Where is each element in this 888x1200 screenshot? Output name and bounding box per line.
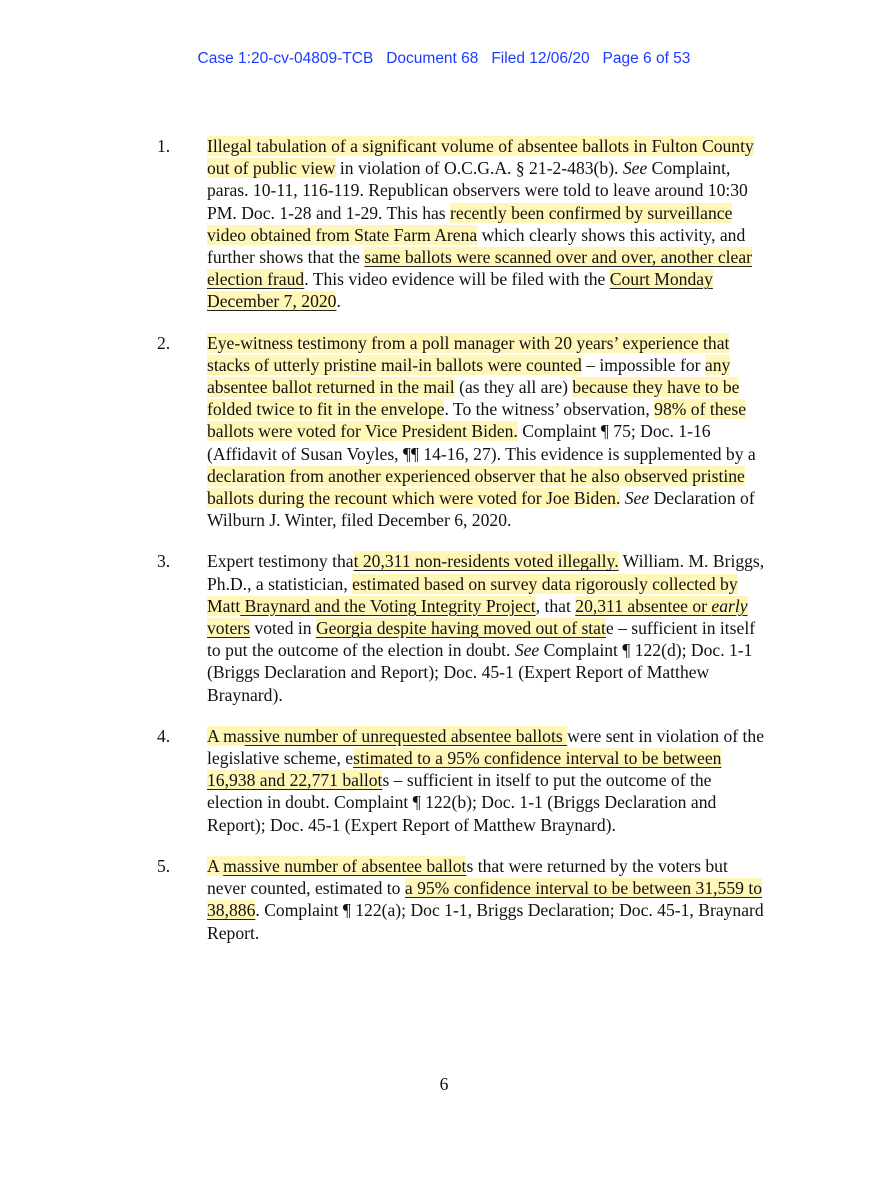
text-segment: same ballots were scanned over and over, another clear election fraud (207, 247, 752, 290)
list-item (157, 855, 767, 944)
text-segment: any absentee ballot returned in the mail (207, 354, 731, 398)
text-segment: , that (535, 595, 576, 616)
text-segment: voters (207, 618, 250, 639)
text-segment: t 20,311 non-residents voted illegally. (353, 551, 619, 572)
item-number: 4. (157, 725, 171, 746)
text-segment: Georgia despite having moved out of stat (315, 618, 606, 639)
text-segment: . This video evidence will be filed with the (304, 269, 610, 290)
text-segment: A ma (207, 725, 245, 746)
text-segment: ssive number of unrequested absentee ballots (244, 725, 568, 746)
text-segment: 20,311 absentee or (575, 595, 712, 616)
text-segment: declaration from another experienced observer that he also observed pristine ballots during the recount which were voted for Joe Biden. (207, 465, 745, 509)
text-segment: e – sufficient in itself to put the outcome of the election in doubt. (207, 618, 756, 661)
item-text (207, 135, 767, 313)
text-segment: recently been confirmed by surveillance video obtained from State Farm Arena (207, 202, 733, 245)
text-segment: were sent in violation of the legislative scheme, e (207, 725, 765, 769)
text-segment: Illegal tabulation of a significant volume of absentee ballots in Fulton County out of public view (207, 136, 754, 179)
text-segment: William. M. Briggs, Ph.D., a statistician, (207, 551, 765, 594)
text-segment: . Complaint ¶ 122(a); Doc 1-1, Briggs Declaration; Doc. 45-1, Braynard Report. (207, 900, 764, 943)
text-segment: Court Monday December 7, 2020 (207, 269, 713, 312)
text-segment: Complaint ¶ 75; Doc. 1-16 (Affidavit of Susan Voyles, ¶¶ 14-16, 27). This evidence is supplemented by a (207, 421, 756, 464)
text-segment: . To the witness’ observation, (444, 399, 655, 420)
text-segment: which clearly shows this activity, and further shows that the (207, 224, 746, 268)
text-segment: Eye-witness testimony from a poll manager with 20 years’ experience that stacks of utterly pristine mail-in ballots were counted (207, 332, 730, 375)
list-item (157, 550, 767, 705)
page-of-pages: Page 6 of 53 (602, 50, 691, 67)
list-item (157, 135, 767, 313)
item-text (207, 725, 767, 836)
text-segment: See (514, 640, 540, 661)
text-segment: s – sufficient in itself to put the outcome of the election in doubt. Complaint ¶ 122(b); Doc. 1-1 (Briggs Declaration and Report); Doc. 45-1 (Expert Report of Matthew Braynard). (207, 770, 717, 835)
item-number: 3. (157, 551, 171, 572)
item-number: 5. (157, 855, 171, 876)
text-segment: 98% of these ballots were voted for Vice President Biden. (207, 399, 747, 442)
text-segment: Expert testimony tha (207, 551, 354, 572)
item-text (207, 332, 767, 532)
text-segment: stimated to a 95% confidence interval to be between 16,938 and 22,771 ballot (207, 748, 722, 791)
item-text (207, 855, 767, 944)
text-segment: See (622, 158, 648, 179)
text-segment: s that were returned by the voters but never counted, estimated to (207, 855, 728, 899)
text-segment: Declaration of Wilburn J. Winter, filed December 6, 2020. (207, 488, 755, 531)
text-segment: voted in (250, 618, 316, 639)
text-segment: estimated based on survey data rigorously collected by Matt (207, 573, 738, 616)
case-header (0, 50, 888, 68)
document-number: Document 68 (386, 50, 479, 67)
text-segment: early (711, 595, 748, 616)
text-segment: . (336, 291, 341, 312)
list-item (157, 332, 767, 532)
text-segment: See (624, 488, 650, 509)
item-number: 1. (157, 136, 171, 156)
text-segment: A (207, 855, 224, 876)
text-segment: because they have to be folded twice to fit in the envelope (207, 377, 740, 420)
text-segment: Braynard and the Voting Integrity Project (240, 595, 536, 616)
page-number: 6 (439, 1074, 449, 1094)
text-segment: massive number of absentee ballot (223, 855, 467, 876)
text-segment: in violation of O.C.G.A. § 21-2-483(b). (335, 158, 623, 179)
text-segment: Complaint ¶ 122(d); Doc. 1-1 (Briggs Declaration and Report); Doc. 45-1 (Expert Report of Matthew Braynard). (207, 640, 753, 705)
filed-date: Filed 12/06/20 (491, 50, 590, 67)
case-number: Case 1:20-cv-04809-TCB (197, 50, 374, 67)
text-segment: a 95% confidence interval to be between 31,559 to 38,886 (207, 878, 762, 921)
text-segment: – impossible for (581, 354, 705, 375)
text-segment: (as they all are) (454, 377, 573, 398)
text-segment: Complaint, paras. 10-11, 116-119. Republican observers were told to leave around 10:30 PM. Doc. 1-28 and 1-29. This has (207, 158, 748, 223)
item-text (207, 550, 767, 705)
item-number: 2. (157, 332, 171, 353)
numbered-list (157, 135, 767, 963)
list-item (157, 725, 767, 836)
